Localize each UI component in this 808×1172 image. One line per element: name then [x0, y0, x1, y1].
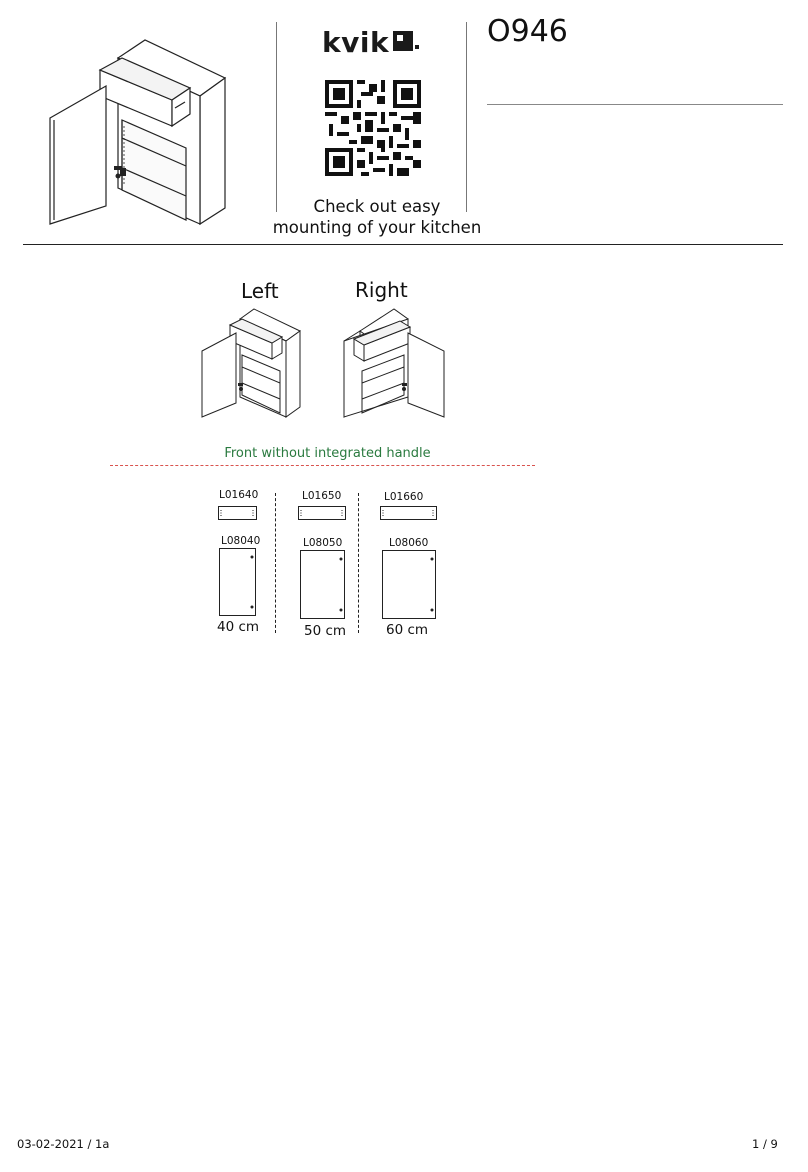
- handle-section-title: Front without integrated handle: [224, 446, 431, 461]
- handle-section-dashed-divider: [110, 465, 535, 466]
- model-underline: [487, 104, 783, 105]
- qr-code-icon[interactable]: [325, 80, 421, 176]
- door-code-50: L08050: [303, 537, 343, 549]
- size-label-50: 50 cm: [304, 623, 347, 639]
- drawer-front-60-icon: [380, 506, 440, 522]
- header-divider-left: [276, 22, 277, 212]
- drawer-code-50: L01650: [302, 490, 342, 502]
- model-code: O946: [487, 14, 568, 49]
- cabinet-left-hinge-illustration: [198, 305, 308, 423]
- tagline-line-2: mounting of your kitchen: [272, 218, 482, 237]
- door-front-50-icon: [300, 550, 348, 622]
- door-code-40: L08040: [221, 535, 261, 547]
- brand-logo-square-icon: [393, 31, 413, 51]
- size-label-40: 40 cm: [217, 619, 260, 635]
- left-label: Left: [241, 279, 279, 303]
- header-divider-right: [466, 22, 467, 212]
- right-label: Right: [355, 278, 408, 302]
- cabinet-illustration-main: [40, 30, 240, 230]
- column-divider-2: [358, 493, 359, 633]
- cabinet-right-hinge-illustration: [340, 305, 450, 423]
- size-label-60: 60 cm: [386, 622, 429, 638]
- door-code-60: L08060: [389, 537, 429, 549]
- column-divider-1: [275, 493, 276, 633]
- tagline-line-1: Check out easy: [313, 197, 441, 216]
- tagline: [268, 196, 486, 238]
- footer-page-number: 1 / 9: [752, 1137, 778, 1151]
- footer-date-version: 03-02-2021 / 1a: [17, 1137, 110, 1151]
- drawer-code-60: L01660: [384, 491, 424, 503]
- door-front-60-icon: [382, 550, 438, 622]
- brand-logo-dot-icon: [415, 45, 419, 49]
- drawer-front-40-icon: [218, 506, 258, 522]
- brand-logo-text: kvik: [322, 26, 390, 59]
- drawer-code-40: L01640: [219, 489, 259, 501]
- drawer-front-50-icon: [298, 506, 348, 522]
- header-separator: [23, 244, 783, 245]
- door-front-40-icon: [219, 548, 259, 618]
